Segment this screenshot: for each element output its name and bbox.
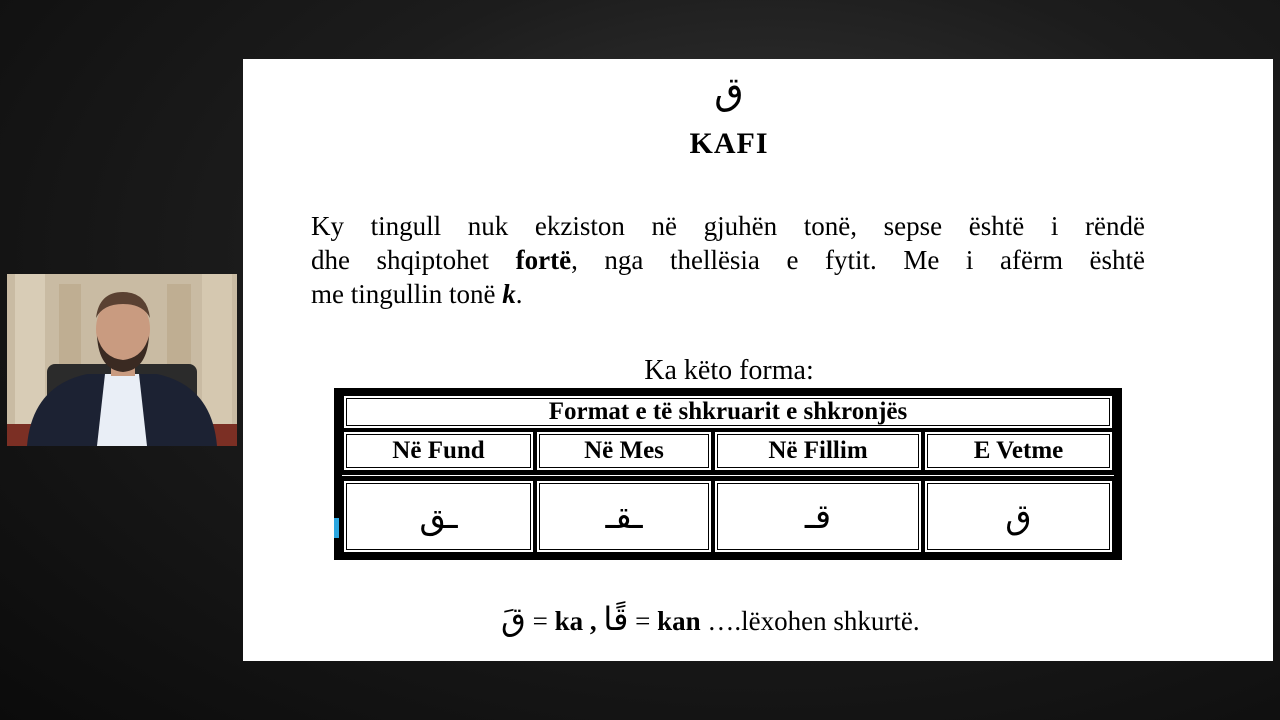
arabic-kan: قًا: [603, 600, 629, 638]
column-header-beginning: Në Fillim: [713, 430, 923, 472]
form-cell-beginning: قـ: [713, 479, 923, 554]
paragraph-text: .: [515, 279, 523, 309]
form-cell-end: ـق: [342, 479, 535, 554]
latin-ka: ka: [554, 606, 584, 636]
presenter-webcam: [7, 274, 237, 446]
paragraph-line-1: Ky tingull nuk ekziston në gjuhën tonë, sepse është i rëndë: [311, 211, 1145, 241]
description-paragraph: [311, 209, 1145, 311]
text-cursor-marker: [334, 518, 339, 538]
presenter-video-image: [7, 274, 237, 446]
column-header-isolated: E Vetme: [923, 430, 1114, 472]
paragraph-text: dhe shqiptohet: [311, 245, 516, 275]
column-header-end: Në Fund: [342, 430, 535, 472]
paragraph-line-2: [311, 243, 1145, 277]
equals-sign: =: [525, 606, 555, 636]
pronunciation-note: ….lëxohen shkurtë.: [700, 606, 920, 636]
arabic-letter-heading: ق: [714, 69, 744, 113]
pronunciation-line: [501, 600, 920, 638]
slide: [243, 59, 1273, 661]
column-header-middle: Në Mes: [535, 430, 713, 472]
forms-caption: Ka këto forma:: [644, 355, 814, 386]
form-cell-isolated: ق: [923, 479, 1114, 554]
table-header: Format e të shkruarit e shkronjës: [342, 394, 1114, 430]
table-separator: [342, 472, 1114, 479]
paragraph-line-3: [311, 277, 1145, 311]
equals-sign: =: [628, 606, 658, 636]
paragraph-text: , nga thellësia e fytit. Me i afërm është: [571, 245, 1145, 275]
arabic-ka: قَ: [501, 600, 526, 638]
bold-word: fortë: [515, 245, 572, 275]
form-cell-middle: ـقـ: [535, 479, 713, 554]
comma: ,: [583, 606, 604, 636]
bold-letter: k: [502, 279, 516, 309]
paragraph-text: me tingullin tonë: [311, 279, 503, 309]
letter-forms-table: [334, 388, 1122, 560]
slide-title: KAFI: [689, 127, 769, 160]
latin-kan: kan: [657, 606, 701, 636]
